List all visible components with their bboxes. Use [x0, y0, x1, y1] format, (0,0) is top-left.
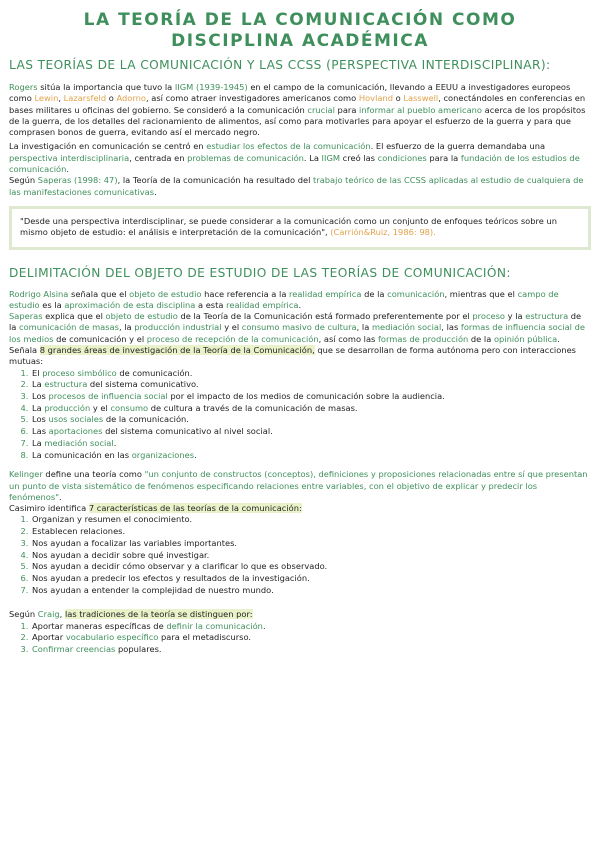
text: en el campo de la comunicación, llevando a EEUU a investigadores europeos como	[9, 82, 571, 104]
highlight-term: realidad empírica	[226, 299, 299, 310]
author-name: Hovland	[358, 93, 393, 104]
list-item: 1. Organizan y resumen el conocimiento.	[31, 514, 591, 526]
highlight-term: consumo	[110, 402, 149, 413]
highlight-term: estructura	[44, 379, 88, 390]
text: o	[106, 93, 117, 104]
list-item	[31, 391, 591, 403]
text: del sistema comunicativo al nivel social.	[102, 426, 273, 437]
highlight-term: Confirmar creencias	[32, 644, 116, 655]
quote-paragraph	[20, 216, 580, 239]
highlight-term: comunicación	[387, 288, 445, 299]
list-item	[31, 368, 591, 380]
text: o	[392, 93, 404, 104]
text: , así como las	[318, 333, 379, 344]
text: de comunicación y el	[53, 333, 147, 344]
highlight-term: aportaciones	[48, 426, 103, 437]
highlight-term: informar al pueblo americano	[359, 104, 482, 115]
highlighted-phrase: las tradiciones de la teoría se distinguen por:	[64, 609, 253, 620]
text: , centrada en	[129, 152, 188, 163]
text: señala que el	[68, 288, 130, 299]
list-item: 2. Establecen relaciones.	[31, 526, 591, 538]
text: Señala	[9, 345, 40, 356]
text: por el impacto de los medios de comunicación sobre la audiencia.	[167, 391, 445, 402]
list-item: 7. Nos ayudan a entender la complejidad de nuestro mundo.	[31, 585, 591, 597]
areas-list	[9, 368, 591, 462]
text: , conectándoles en conferencias en bases militares u oficinas del gobierno. Se consideró a la comunicación	[9, 93, 586, 115]
text: para	[334, 104, 360, 115]
highlight-term: usos sociales	[48, 414, 104, 425]
list-item	[31, 450, 591, 462]
highlight-term: formas de producción	[378, 333, 469, 344]
author-name: Saperas	[9, 311, 43, 322]
quote-citation: (Carrión&Ruiz, 1986: 98).	[330, 227, 436, 238]
text: y el	[90, 402, 111, 413]
text: de la	[9, 311, 582, 333]
text: Los	[32, 391, 49, 402]
list-item	[31, 403, 591, 415]
text: para el metadiscurso.	[158, 632, 252, 643]
text: de la	[468, 333, 494, 344]
text: La	[32, 437, 45, 448]
text: , la Teoría de la comunicación ha resultado del	[117, 175, 314, 186]
author-name: Adorno	[116, 93, 146, 104]
text: .	[262, 620, 266, 631]
author-name: Lazarsfeld	[63, 93, 107, 104]
title-line-1: LA TEORÍA DE LA COMUNICACIÓN COMO	[83, 10, 517, 30]
list-item	[31, 438, 591, 450]
text: .	[194, 449, 197, 460]
list-item	[31, 644, 591, 656]
highlight-term: perspectiva interdisciplinaria	[9, 152, 130, 163]
highlight-term: organizaciones	[131, 449, 195, 460]
highlight-term: procesos de influencia social	[48, 391, 168, 402]
highlight-term: vocabulario específico	[65, 632, 159, 643]
highlighted-phrase: 7 características de las teorías de la comunicación:	[88, 503, 302, 514]
highlight-term: aproximación de esta disciplina	[64, 299, 196, 310]
quote-text: "Desde una perspectiva interdisciplinar, se puede considerar a la comunicación como un conjunto de enfoques teóricos sobre un mismo objeto de estudio: el análisis e interpretación de la comunicación",	[20, 215, 558, 238]
text: del sistema comunicativo.	[87, 379, 199, 390]
text: explica que el	[42, 311, 106, 322]
highlight-term: proceso simbólico	[42, 367, 117, 378]
author-name: Lewin	[34, 93, 59, 104]
list-item: 5. Nos ayudan a decidir cómo observar y a clarificar lo que es observado.	[31, 561, 591, 573]
list-item	[31, 621, 591, 633]
text: populares.	[115, 644, 162, 655]
paragraph-kelinger	[9, 469, 591, 503]
highlight-term: condiciones	[377, 152, 427, 163]
page-title	[9, 10, 591, 52]
paragraph-areas	[9, 345, 591, 368]
highlight-term: opinión pública	[493, 333, 558, 344]
title-line-2: DISCIPLINA ACADÉMICA	[171, 31, 429, 51]
author-name: Saperas (1998: 47)	[37, 175, 118, 186]
text: .	[59, 491, 62, 502]
section-heading-interdisciplinar: LAS TEORÍAS DE LA COMUNICACIÓN Y LAS CCSS (PERSPECTIVA INTERDISCIPLINAR):	[9, 58, 551, 72]
paragraph-casimiro	[9, 503, 591, 514]
text: Casimiro identifica	[9, 503, 89, 514]
list-item: 3. Nos ayudan a focalizar las variables importantes.	[31, 538, 591, 550]
highlight-term: estructura	[525, 311, 569, 322]
text: El	[32, 367, 43, 378]
author-name: Kelinger	[9, 469, 43, 480]
paragraph-rogers	[9, 82, 591, 138]
text: Aportar	[32, 632, 66, 643]
text: La comunicación en las	[32, 449, 132, 460]
text: La	[32, 379, 45, 390]
characteristics-list	[9, 514, 591, 596]
text: y el	[221, 322, 242, 333]
text: hace referencia a la	[201, 288, 290, 299]
text: . La	[303, 152, 322, 163]
highlight-term: crucial	[307, 104, 335, 115]
text: Los	[32, 414, 49, 425]
text: a esta	[195, 299, 227, 310]
text: .	[66, 164, 70, 175]
text: La investigación en comunicación se centró en	[9, 141, 207, 152]
traditions-list	[9, 621, 591, 656]
text: de la Teoría de la Comunicación está formado preferentemente por el	[177, 311, 473, 322]
text: que se desarrollan de forma autónoma pero con interacciones mutuas:	[9, 345, 576, 367]
list-item	[31, 414, 591, 426]
highlight-term: producción	[44, 402, 91, 413]
text: , así como atraer investigadores americanos como	[145, 93, 359, 104]
text: ,	[59, 609, 65, 620]
text: de la comunicación.	[103, 414, 189, 425]
quote-box	[9, 206, 591, 250]
paragraph-investigacion	[9, 141, 591, 175]
text: acerca de los propósitos de la guerra, de los detalles del racionamiento de alimentos, así como para motivarles para apoyar el esfuerzo de la guerra y para que comprasen bonos de guerra, evitando así el mercado negro.	[9, 104, 586, 138]
highlight-term: realidad empírica	[289, 288, 362, 299]
author-name: Craig	[37, 609, 60, 620]
text: , las	[441, 322, 461, 333]
highlight-term: mediación social	[371, 322, 442, 333]
text: , la	[118, 322, 135, 333]
text: define una teoría como	[42, 469, 145, 480]
paragraph-craig	[9, 609, 591, 620]
text: de cultura a través de la comunicación de masas.	[148, 402, 358, 413]
text: , mientras que el	[444, 288, 518, 299]
list-item	[31, 379, 591, 391]
paragraph-saperas-objeto	[9, 311, 591, 345]
text: .	[298, 299, 302, 310]
highlight-term: objeto de estudio	[129, 288, 202, 299]
text: Las	[32, 426, 49, 437]
list-item	[31, 426, 591, 438]
text: .	[154, 186, 157, 197]
highlight-term: proceso de recepción de la comunicación	[146, 333, 319, 344]
author-name: Lasswell	[403, 93, 439, 104]
text: y la	[505, 311, 526, 322]
text: sitúa la importancia que tuvo la	[37, 82, 175, 92]
highlight-term: consumo masivo de cultura	[241, 322, 357, 333]
text: . El esfuerzo de la guerra demandaba una	[370, 141, 546, 152]
highlight-term: formas de influencia social de los medios	[9, 322, 585, 344]
highlight-term: mediación social	[44, 437, 114, 448]
text: de comunicación.	[116, 367, 193, 378]
text: para la	[426, 152, 461, 163]
text: Según	[9, 175, 38, 186]
highlight-term: objeto de estudio	[105, 311, 178, 322]
highlight-term: producción industrial	[134, 322, 222, 333]
text: Según	[9, 609, 38, 620]
highlight-term: IIGM	[321, 152, 341, 163]
text: Aportar maneras específicas de	[32, 620, 167, 631]
author-name: Rodrigo Alsina	[9, 288, 69, 299]
highlight-term: IIGM (1939-1945)	[174, 82, 248, 92]
definition-quote: "un conjunto de constructos (conceptos), definiciones y proposiciones relacionadas entre sí que presentan un punto de vista sistemático de fenómenos especificando relaciones entre variables, con el objetivo de explicar y predecir los fenómenos"	[9, 469, 588, 502]
paragraph-saperas	[9, 175, 591, 198]
text: es la	[39, 299, 65, 310]
text: ,	[58, 93, 64, 104]
section-heading-objeto-estudio: DELIMITACIÓN DEL OBJETO DE ESTUDIO DE LAS TEORÍAS DE COMUNICACIÓN:	[9, 265, 511, 280]
highlight-term: proceso	[472, 311, 506, 322]
text: de la	[361, 288, 388, 299]
text: La	[32, 402, 45, 413]
text: creó las	[340, 152, 378, 163]
text: .	[557, 333, 560, 344]
highlight-term: comunicación de masas	[19, 322, 119, 333]
highlight-term: trabajo teórico de las CCSS aplicadas al estudio de cualquiera de las manifestaciones comunicativas	[9, 175, 584, 197]
highlight-term: definir la comunicación	[166, 620, 263, 631]
highlight-term: campo de estudio	[9, 288, 559, 310]
highlight-term: estudiar los efectos de la comunicación	[206, 141, 371, 152]
paragraph-alsina	[9, 289, 591, 312]
list-item: 6. Nos ayudan a predecir los efectos y resultados de la investigación.	[31, 573, 591, 585]
highlight-term: problemas de comunicación	[187, 152, 304, 163]
text: , la	[356, 322, 372, 333]
highlight-term: fundación de los estudios de comunicación	[9, 152, 580, 175]
author-name: Rogers	[9, 82, 38, 92]
list-item	[31, 632, 591, 644]
text: .	[113, 437, 117, 448]
highlighted-phrase: 8 grandes áreas de investigación de la Teoría de la Comunicación,	[39, 345, 315, 356]
list-item: 4. Nos ayudan a decidir sobre qué investigar.	[31, 550, 591, 562]
